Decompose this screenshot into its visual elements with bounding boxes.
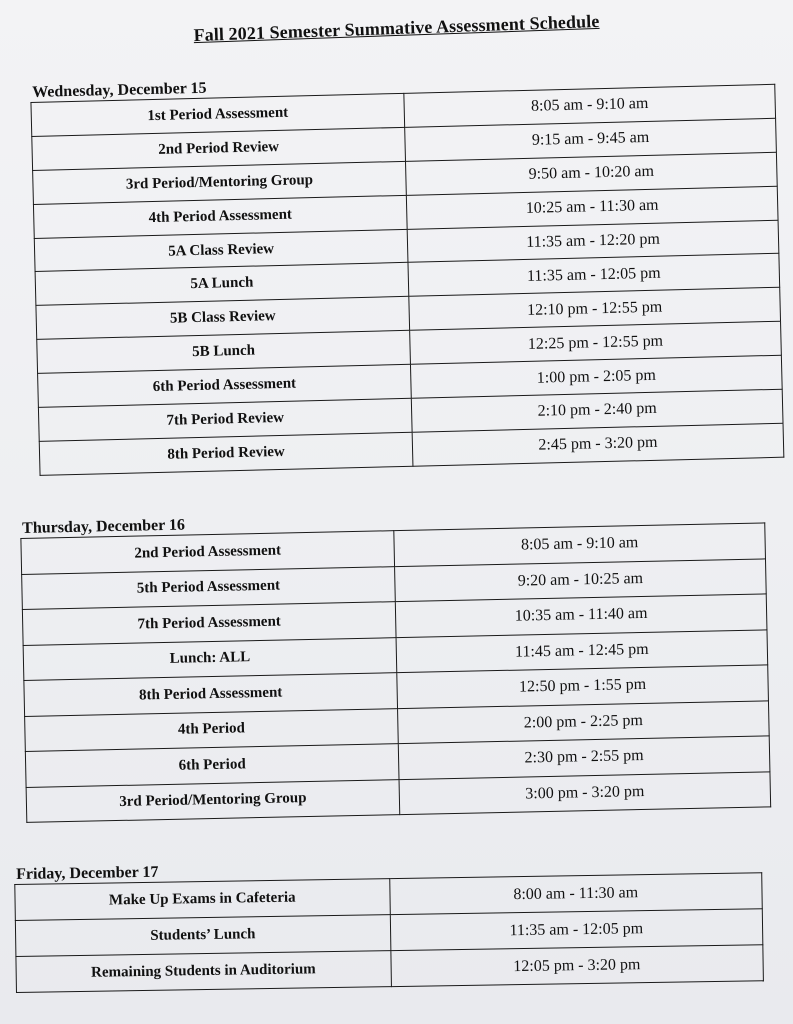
event-cell: 8th Period Assessment [24,673,398,716]
schedule-table [14,872,764,993]
schedule-body [31,84,784,475]
event-cell: 4th Period Assessment [33,195,407,238]
time-cell: 10:25 am - 11:30 am [406,186,778,229]
event-cell: 7th Period Review [38,398,412,441]
page-title: Fall 2021 Semester Summative Assessment Schedule [193,10,600,46]
event-cell: Make Up Exams in Cafeteria [15,879,390,921]
time-cell: 2:45 pm - 3:20 pm [412,423,784,466]
day-label: Thursday, December 16 [21,516,186,537]
event-cell: 7th Period Assessment [22,602,396,645]
time-cell: 11:35 am - 12:05 pm [408,254,780,297]
time-cell: 8:05 am - 9:10 am [404,84,776,127]
time-cell: 12:50 pm - 1:55 pm [397,665,769,708]
event-cell: 5B Class Review [36,297,410,340]
time-cell: 2:00 pm - 2:25 pm [398,700,770,743]
event-cell: 2nd Period Review [32,127,406,170]
event-cell: 5A Lunch [35,263,409,306]
time-cell: 10:35 am - 11:40 am [395,594,767,637]
event-cell: 1st Period Assessment [31,93,405,136]
time-cell: 12:10 pm - 12:55 pm [409,288,781,331]
time-cell: 2:30 pm - 2:55 pm [398,736,770,779]
schedule-table [20,522,771,823]
event-cell: 5th Period Assessment [22,566,396,609]
event-cell: 4th Period [25,708,399,751]
event-cell: 2nd Period Assessment [21,531,395,574]
time-cell: 8:05 am - 9:10 am [394,523,766,566]
event-cell: Lunch: ALL [23,637,397,680]
wednesday-section [30,66,784,476]
event-cell: 5B Lunch [37,331,411,374]
event-cell: 3rd Period/Mentoring Group [33,161,407,204]
thursday-section [20,504,771,823]
event-cell: Students’ Lunch [15,915,390,957]
schedule-body [21,523,771,823]
time-cell: 12:05 pm - 3:20 pm [390,945,763,987]
time-cell: 9:15 am - 9:45 am [405,118,777,161]
day-label: Friday, December 17 [15,863,159,883]
schedule-body [15,873,764,993]
event-cell: 5A Class Review [34,229,408,272]
time-cell: 2:10 pm - 2:40 pm [411,389,783,432]
time-cell: 8:00 am - 11:30 am [389,873,762,915]
time-cell: 9:20 am - 10:25 am [395,558,767,601]
time-cell: 11:45 am - 12:45 pm [396,629,768,672]
event-cell: 6th Period Assessment [38,364,412,407]
day-label: Wednesday, December 15 [31,79,207,101]
friday-section [14,854,764,993]
time-cell: 11:35 am - 12:05 pm [390,909,763,951]
event-cell: 8th Period Review [39,432,413,475]
time-cell: 9:50 am - 10:20 am [405,152,777,195]
event-cell: 3rd Period/Mentoring Group [26,779,400,822]
time-cell: 12:25 pm - 12:55 pm [410,321,782,364]
time-cell: 3:00 pm - 3:20 pm [399,771,771,814]
event-cell: 6th Period [25,744,399,787]
schedule-table [30,84,784,476]
time-cell: 11:35 am - 12:20 pm [407,220,779,263]
event-cell: Remaining Students in Auditorium [16,951,391,993]
time-cell: 1:00 pm - 2:05 pm [410,355,782,398]
